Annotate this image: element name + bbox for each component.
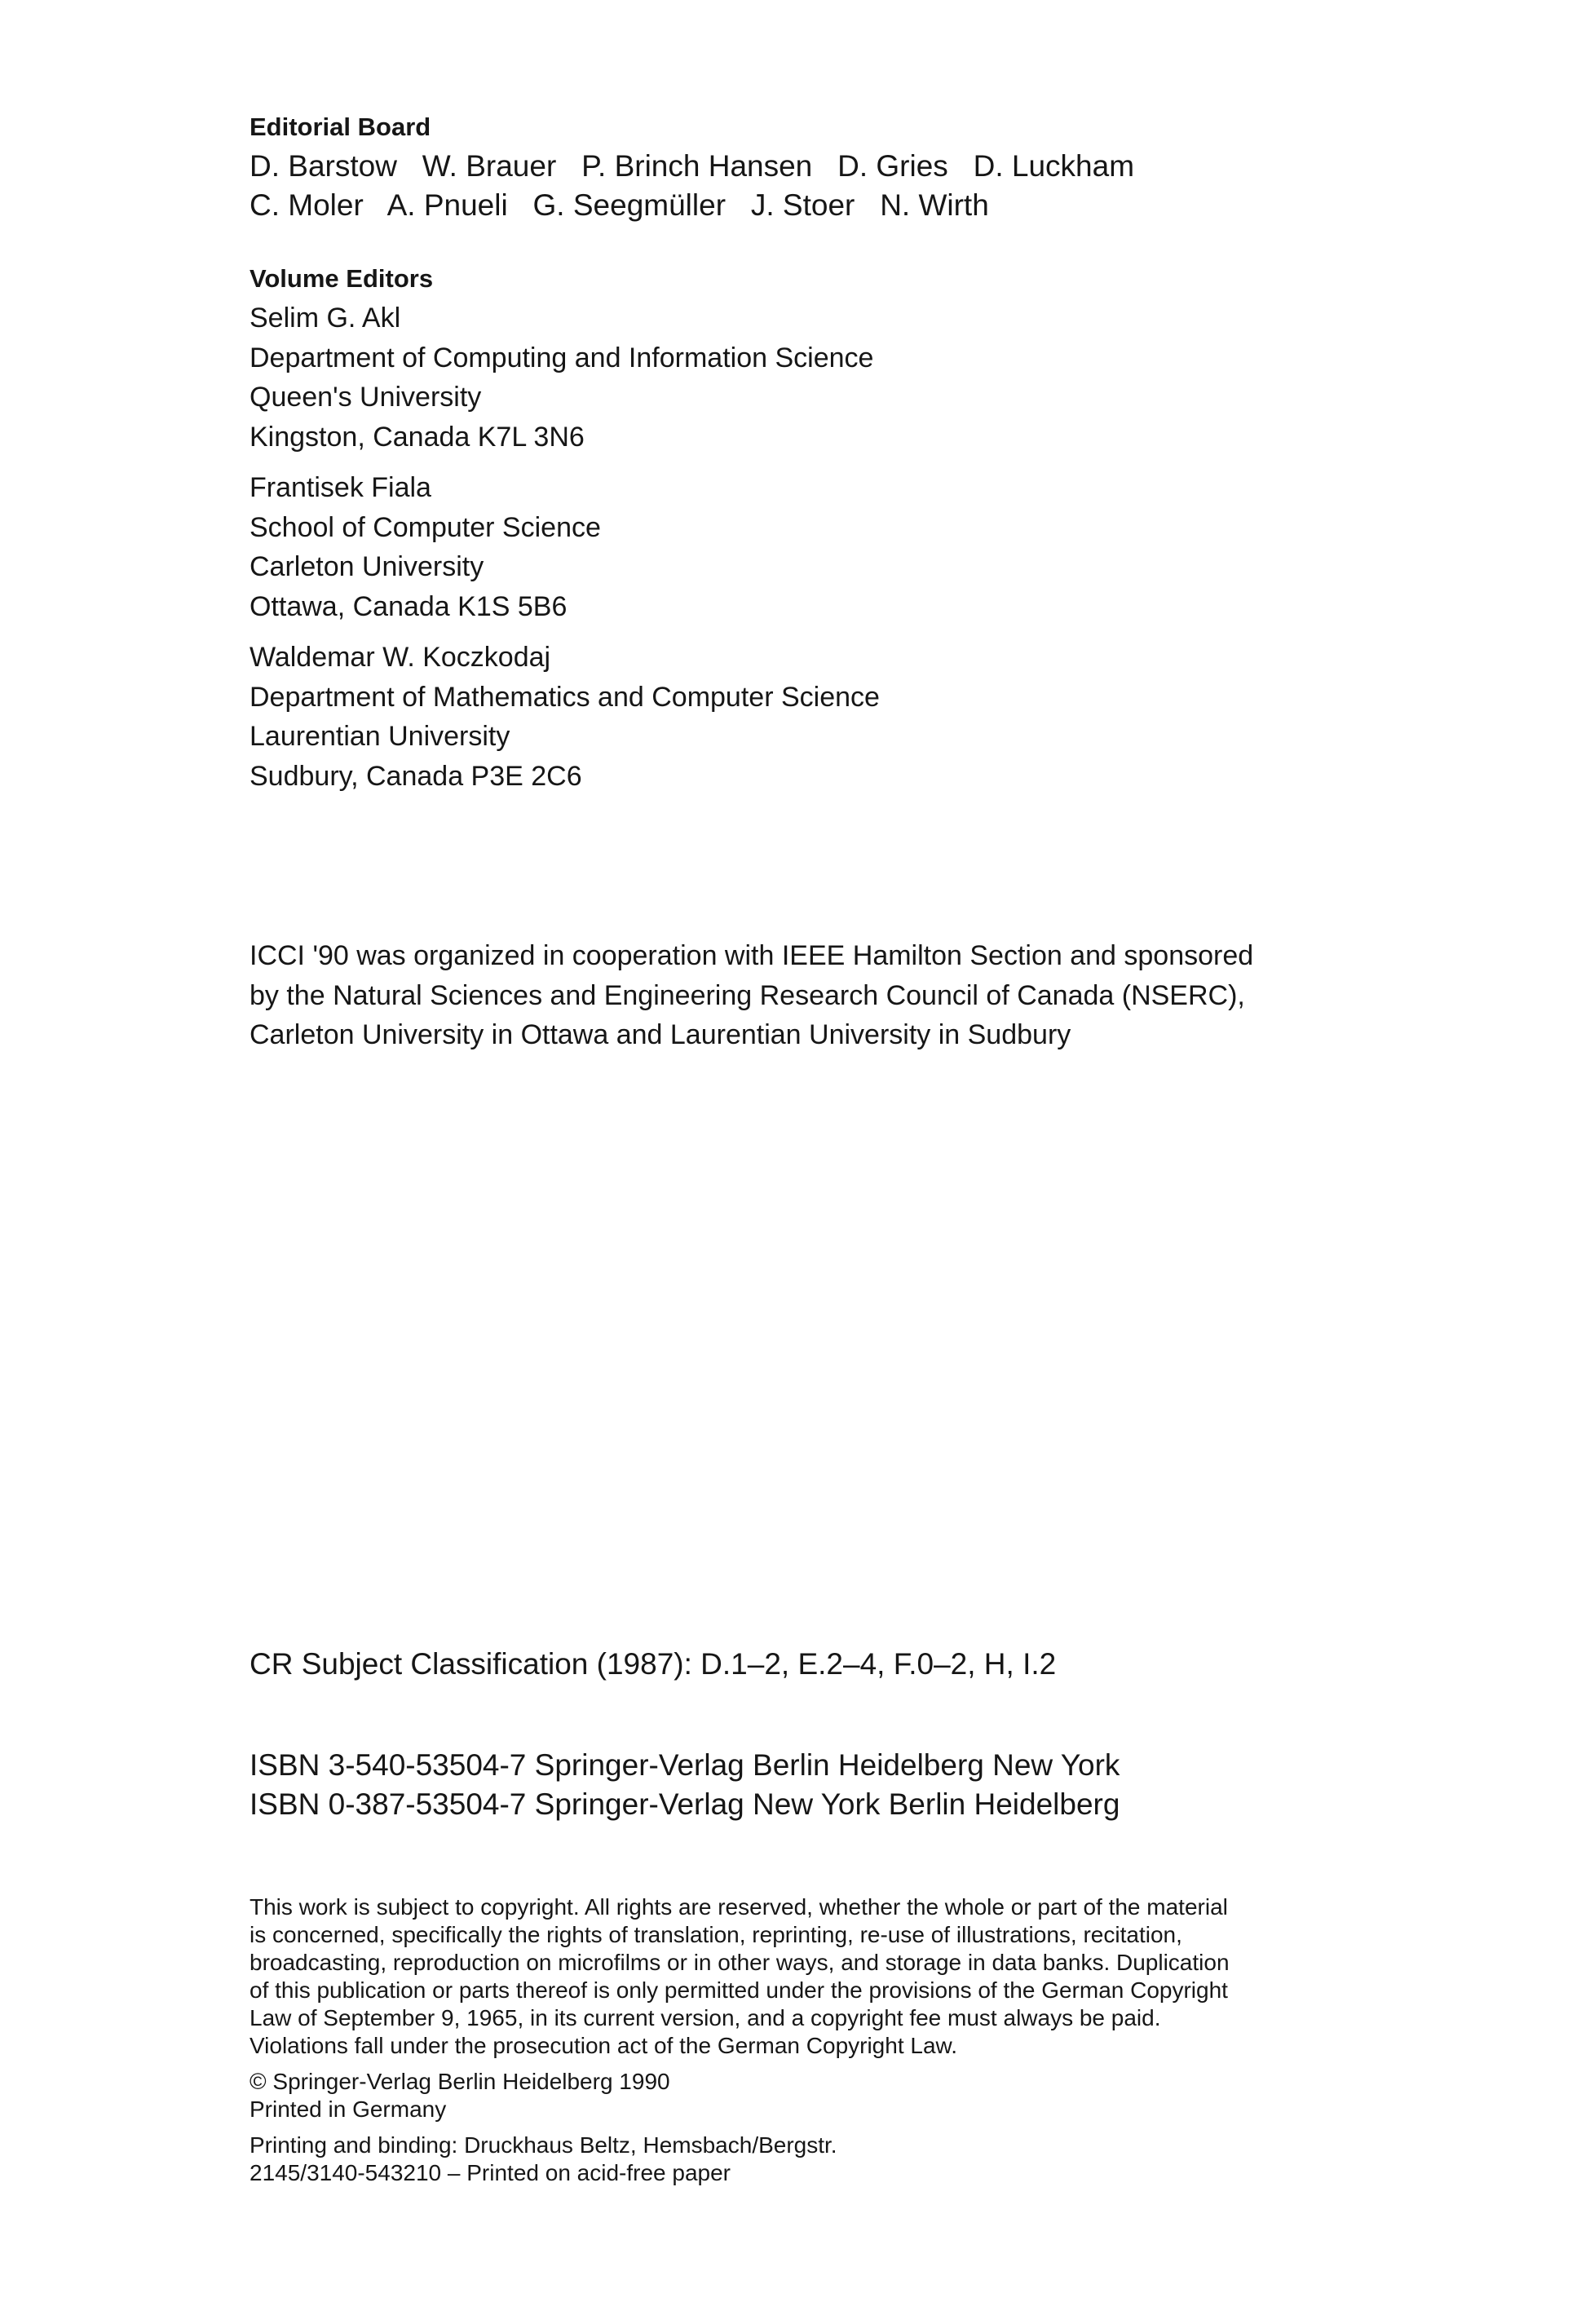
editor-department: School of Computer Science [250,511,601,543]
volume-editors-heading: Volume Editors [250,264,434,293]
editor-address [250,298,1432,457]
sponsorship-line: ICCI '90 was organized in cooperation with IEEE Hamilton Section and sponsored [250,940,1254,971]
volume-editors [250,259,1432,796]
publisher-copyright: © Springer-Verlag Berlin Heidelberg 1990 [250,2069,670,2094]
editorial-board-line: C. Moler A. Pnueli G. Seegmüller J. Stoer N. Wirth [250,188,989,222]
editorial-board [250,108,1432,225]
editor-location: Kingston, Canada K7L 3N6 [250,421,585,453]
editorial-board-line: D. Barstow W. Brauer P. Brinch Hansen D. Gries D. Luckham [250,149,1135,183]
editor-location: Sudbury, Canada P3E 2C6 [250,760,582,792]
editor-address [250,468,1432,626]
editor-address [250,638,1432,796]
sponsorship-note [250,936,1432,1055]
copyright-line: broadcasting, reproduction on microfilms or in other ways, and storage in data banks. Duplication [250,1950,1230,1975]
sponsorship-line: Carleton University in Ottawa and Laurentian University in Sudbury [250,1019,1071,1050]
printed-in: Printed in Germany [250,2096,447,2122]
isbn-line: ISBN 0-387-53504-7 Springer-Verlag New York Berlin Heidelberg [250,1787,1120,1821]
editor-location: Ottawa, Canada K1S 5B6 [250,590,568,622]
isbn-line: ISBN 3-540-53504-7 Springer-Verlag Berlin Heidelberg New York [250,1748,1120,1782]
editor-name: Selim G. Akl [250,303,401,334]
copyright-line: of this publication or parts thereof is only permitted under the provisions of the German Copyright [250,1977,1228,2003]
copyright-notice [250,1893,1432,2187]
classification-line: CR Subject Classification (1987): D.1–2, E.2–4, F.0–2, H, I.2 [250,1647,1057,1681]
copyright-line: is concerned, specifically the rights of translation, reprinting, re-use of illustrations, recitation, [250,1922,1182,1947]
editorial-board-heading: Editorial Board [250,113,431,141]
spacer [250,2123,1432,2132]
copyright-line: Law of September 9, 1965, in its current version, and a copyright fee must always be paid. [250,2005,1161,2030]
editor-university: Carleton University [250,551,484,582]
editor-university: Queen's University [250,382,482,413]
editor-department: Department of Computing and Information Science [250,342,874,373]
spacer [250,2060,1432,2068]
subject-classification [250,1645,1432,1684]
isbn-block [250,1746,1432,1824]
editor-university: Laurentian University [250,721,510,752]
printing-binding: Printing and binding: Druckhaus Beltz, Hemsbach/Bergstr. [250,2132,837,2158]
sponsorship-line: by the Natural Sciences and Engineering Research Council of Canada (NSERC), [250,979,1245,1011]
copyright-line: This work is subject to copyright. All rights are reserved, whether the whole or part of the material [250,1894,1228,1920]
editor-name: Frantisek Fiala [250,472,431,503]
spacer [250,626,1432,638]
copyright-line: Violations fall under the prosecution act of the German Copyright Law. [250,2033,957,2058]
editor-name: Waldemar W. Koczkodaj [250,642,551,673]
print-code: 2145/3140-543210 – Printed on acid-free paper [250,2160,731,2185]
spacer [250,457,1432,468]
editor-department: Department of Mathematics and Computer Science [250,681,880,713]
